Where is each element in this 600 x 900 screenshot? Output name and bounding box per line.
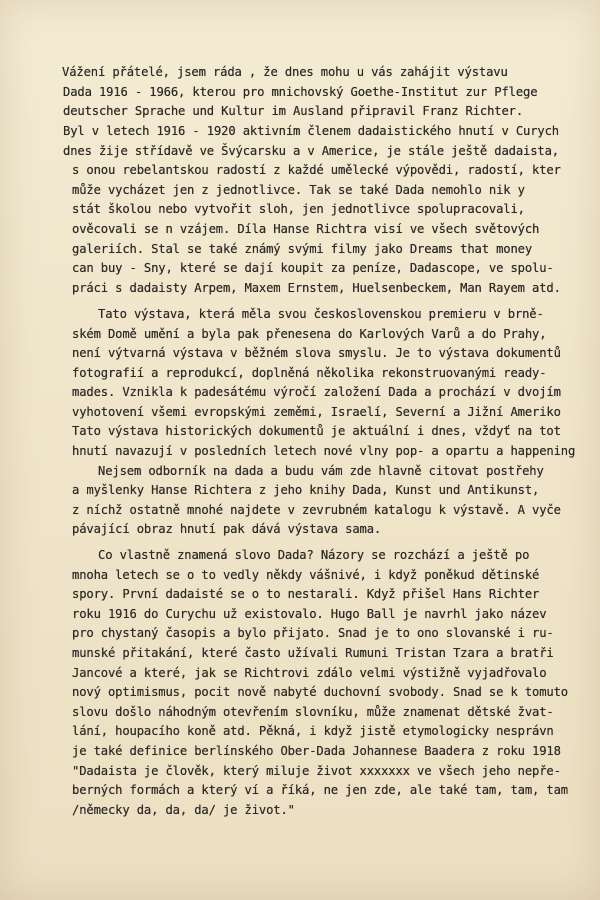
text-line: slovu došlo náhodným otevřením slovníku, může znamenat dětské žvat- — [72, 705, 554, 719]
text-line: Tato výstava, která měla svou československou premieru v brně- — [98, 307, 544, 321]
text-line: lání, houpacího koně atd. Pěkná, i když jistě etymologicky nesprávn — [72, 724, 554, 738]
text-line: ském Domě umění a byla pak přenesena do Karlových Varů a do Prahy, — [72, 327, 547, 341]
text-line: není výtvarná výstava v běžném slova smyslu. Je to výstava dokumentů — [72, 346, 561, 360]
text-line: práci s dadaisty Arpem, Maxem Ernstem, Huelsenbeckem, Man Rayem atd. — [72, 281, 561, 295]
text-line: z níchž ostatně mnohé najdete v zevrubném katalogu k výstavě. A vyče — [72, 503, 561, 517]
text-line: spory. První dadaisté se o to nestarali. Když přišel Hans Richter — [72, 587, 540, 601]
text-line: dnes žije střídavě ve Švýcarsku a v Americe, je stále ještě dadaista, — [63, 144, 559, 158]
text-line: s onou rebelantskou radostí z každé umělecké výpovědi, radostí, kter — [72, 163, 561, 177]
text-line: fotografií a reprodukcí, doplněná několika rekonstruovanými ready- — [72, 366, 547, 380]
text-line: ověcovali se n vzájem. Díla Hanse Richtra visí ve všech světových — [72, 222, 540, 236]
text-line: mades. Vznikla k padesátému výročí založení Dada a prochází v dvojím — [72, 385, 561, 399]
text-line: Byl v letech 1916 - 1920 aktivním členem dadaistického hnutí v Curych — [63, 124, 559, 138]
text-line: může vycházet jen z jednotlivce. Tak se také Dada nemohlo nik y — [72, 183, 525, 197]
text-line: pávající obraz hnutí pak dává výstava sama. — [72, 522, 382, 536]
text-line: Dada 1916 - 1966, kterou pro mnichovský Goethe-Institut zur Pflege — [63, 85, 538, 99]
text-line: stát školou nebo vytvořit sloh, jen jednotlivce spolupracovali, — [72, 202, 525, 216]
text-line: Tato výstava historických dokumentů je aktuální i dnes, vždyť na tot — [72, 424, 561, 438]
text-line: deutscher Sprache und Kultur im Ausland připravil Franz Richter. — [63, 104, 523, 118]
text-line: galeriích. Stal se také známý svými filmy jako Dreams that money — [72, 242, 532, 256]
text-line: "Dadaista je člověk, který miluje život xxxxxxx ve všech jeho nepře- — [72, 764, 561, 778]
text-line: je také definice berlínského Ober-Dada Johannese Baadera z roku 1918 — [72, 744, 561, 758]
text-line: mnoha letech se o to vedly někdy vášnivé, i když poněkud dětinské — [72, 568, 540, 582]
text-line: Co vlastně znamená slovo Dada? Názory se rozchází a ještě po — [98, 548, 530, 562]
text-line: vyhotovení všemi evropskými zeměmi, Israelí, Severní a Jižní Ameriko — [72, 405, 561, 419]
text-line: Jancové a které, jak se Richtrovi zdálo velmi výstižně vyjadřovalo — [72, 666, 547, 680]
text-line: roku 1916 do Curychu už existovalo. Hugo Ball je navrhl jako název — [72, 607, 547, 621]
text-line: berných formách a který ví a říká, ne jen zde, ale také tam, tam, tam — [72, 783, 568, 797]
text-line: nový optimismus, pocit nově nabyté duchovní svobody. Snad se k tomuto — [72, 685, 568, 699]
text-line: a myšlenky Hanse Richtera z jeho knihy Dada, Kunst und Antikunst, — [72, 483, 540, 497]
text-line: pro chystaný časopis a bylo přijato. Snad je to ono slovanské i ru- — [72, 626, 554, 640]
text-line: can buy - Sny, které se dají koupit za peníze, Dadascope, ve spolu- — [72, 261, 554, 275]
text-line: hnutí navazují v posledních letech nové vlny pop- a opartu a happening — [72, 444, 576, 458]
text-line: Nejsem odborník na dada a budu vám zde hlavně citovat postřehy — [98, 464, 544, 478]
text-line: munské přitakání, které často užívali Rumuni Tristan Tzara a bratři — [72, 646, 554, 660]
text-line: /německy da, da, da/ je život." — [72, 803, 295, 817]
text-line: Vážení přátelé, jsem ráda , že dnes mohu u vás zahájit výstavu — [62, 65, 508, 79]
